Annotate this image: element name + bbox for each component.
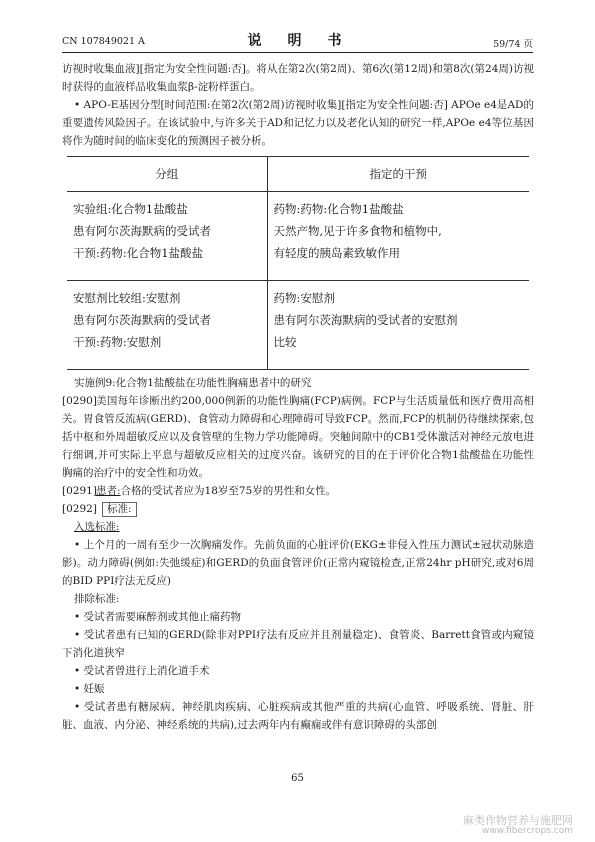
exclusion-item: • 受试者患有已知的GERD(除非对PPI疗法有反应并且剂量稳定)、食管炎、Barrett食管或内窥镜下消化道狭窄 (62, 629, 534, 659)
cell-line: 实验组:化合物1盐酸盐 (73, 202, 188, 216)
patients-label: 患者: (96, 485, 121, 497)
inclusion-criteria-item: • 上个月的一周有至少一次胸痛发作。先前负面的心脏评价(EKG±非侵入性压力测试±冠状动脉造影)。动力障碍(例如:失弛缓症)和GERD的负面食管评价(正常内窥镜检查,正常24hr pH研究,或对6周的BID PPI疗法无反应) (62, 539, 534, 587)
criteria-label: 标准: (102, 502, 137, 517)
intro-paragraph-2: • APO-E基因分型[时间范围:在第2次(第2周)访视时收集][指定为安全性问题:否] APOe e4是AD的重要遗传风险因子。在该试验中,与许多关于AD和记忆力以及老化认知的研究一样,APOe e4等位基因将作为随时间的临床变化的预测因子被分析。 (62, 99, 534, 147)
table-cell-intervention (267, 281, 529, 370)
table-cell-intervention (267, 192, 529, 281)
paragraph-number: [0290] (62, 395, 97, 407)
cell-line: 有轻度的胰岛素致敏作用 (273, 246, 401, 260)
paragraph-text: 合格的受试者应为18岁至75岁的男性和女性。 (120, 485, 337, 497)
table-row (67, 281, 529, 370)
intro-paragraph-1: 访视时收集血液][指定为安全性问题:否]。将从在第2次(第2周)、第6次(第12周)和第8次(第24周)访视时获得的血液样品收集血浆β-淀粉样蛋白。 (62, 63, 534, 93)
cell-line: 药物:药物:化合物1盐酸盐 (273, 202, 404, 216)
study-arms-table (67, 156, 529, 370)
cell-line: 药物:安慰剂 (273, 291, 335, 305)
cell-line: 患有阿尔茨海默病的受试者的安慰剂 (273, 313, 458, 327)
cell-line: 患有阿尔茨海默病的受试者 (73, 313, 211, 327)
exclusion-criteria-label: 排除标准: (74, 593, 120, 605)
paragraph-number: [0291] (62, 485, 97, 497)
watermark-url: www.fibercrops.com (482, 826, 573, 836)
table-header-group: 分组 (67, 157, 267, 192)
paragraph-0290 (62, 392, 534, 482)
cell-line: 天然产物,见于许多食物和植物中, (273, 224, 442, 238)
page-indicator: 59/74 页 (493, 39, 533, 50)
cell-line: 患有阿尔茨海默病的受试者 (73, 224, 211, 238)
inclusion-criteria-label (62, 518, 534, 536)
example-heading: 实施例9:化合物1盐酸盐在功能性胸痛患者中的研究 (74, 377, 312, 389)
exclusion-item: • 受试者患有糖尿病、神经肌肉疾病、心脏疾病或其他严重的共病(心血管、呼吸系统、肾脏、肝脏、血液、内分泌、神经系统的共病),过去两年内有癫痫或伴有意识障碍的头部创 (62, 701, 534, 731)
page-number: 65 (291, 773, 304, 784)
page-body (62, 60, 534, 734)
table-cell-group (67, 281, 267, 370)
paragraph-text: 美国每年诊断出约200,000例新的功能性胸痛(FCP)病例。FCP与生活质量低和医疗费用高相关。胃食管反流病(GERD)、食管动力障碍和心理障碍可导致FCP。然而,FCP的机制仍待继续探索,包括中枢和外周超敏反应以及食管壁的生物力学功能障碍。突触间隙中的CB1受体激活对神经元放电进行细调,并可实际上平息与超敏反应相关的过度兴奋。该研究的目的在于评价化合物1盐酸盐在功能性胸痛的治疗中的安全性和功效。 (62, 395, 534, 479)
table-row (67, 192, 529, 281)
cell-line: 安慰剂比较组:安慰剂 (73, 291, 181, 305)
cell-line: 比较 (273, 335, 297, 349)
cell-line: 干预:药物:化合物1盐酸盐 (73, 246, 204, 260)
header-rule (62, 52, 533, 53)
exclusion-item: • 受试者曾进行上消化道手术 (74, 665, 210, 677)
patent-number: CN 107849021 A (62, 36, 145, 47)
paragraph-0291 (62, 482, 534, 500)
exclusion-item: • 妊娠 (74, 683, 105, 695)
page-header (62, 30, 533, 50)
inclusion-label-text: 入选标准: (74, 521, 120, 533)
watermark-site-name: 麻类作物营养与施肥网 (463, 814, 573, 827)
exclusion-item: • 受试者需要麻醉剂或其他止痛药物 (74, 611, 242, 623)
document-title: 说 明 书 (247, 33, 348, 49)
table-header-intervention: 指定的干预 (267, 157, 529, 192)
cell-line: 干预:药物:安慰剂 (73, 335, 162, 349)
paragraph-number: [0292] (62, 503, 97, 515)
table-cell-group (67, 192, 267, 281)
paragraph-0292 (62, 500, 534, 518)
